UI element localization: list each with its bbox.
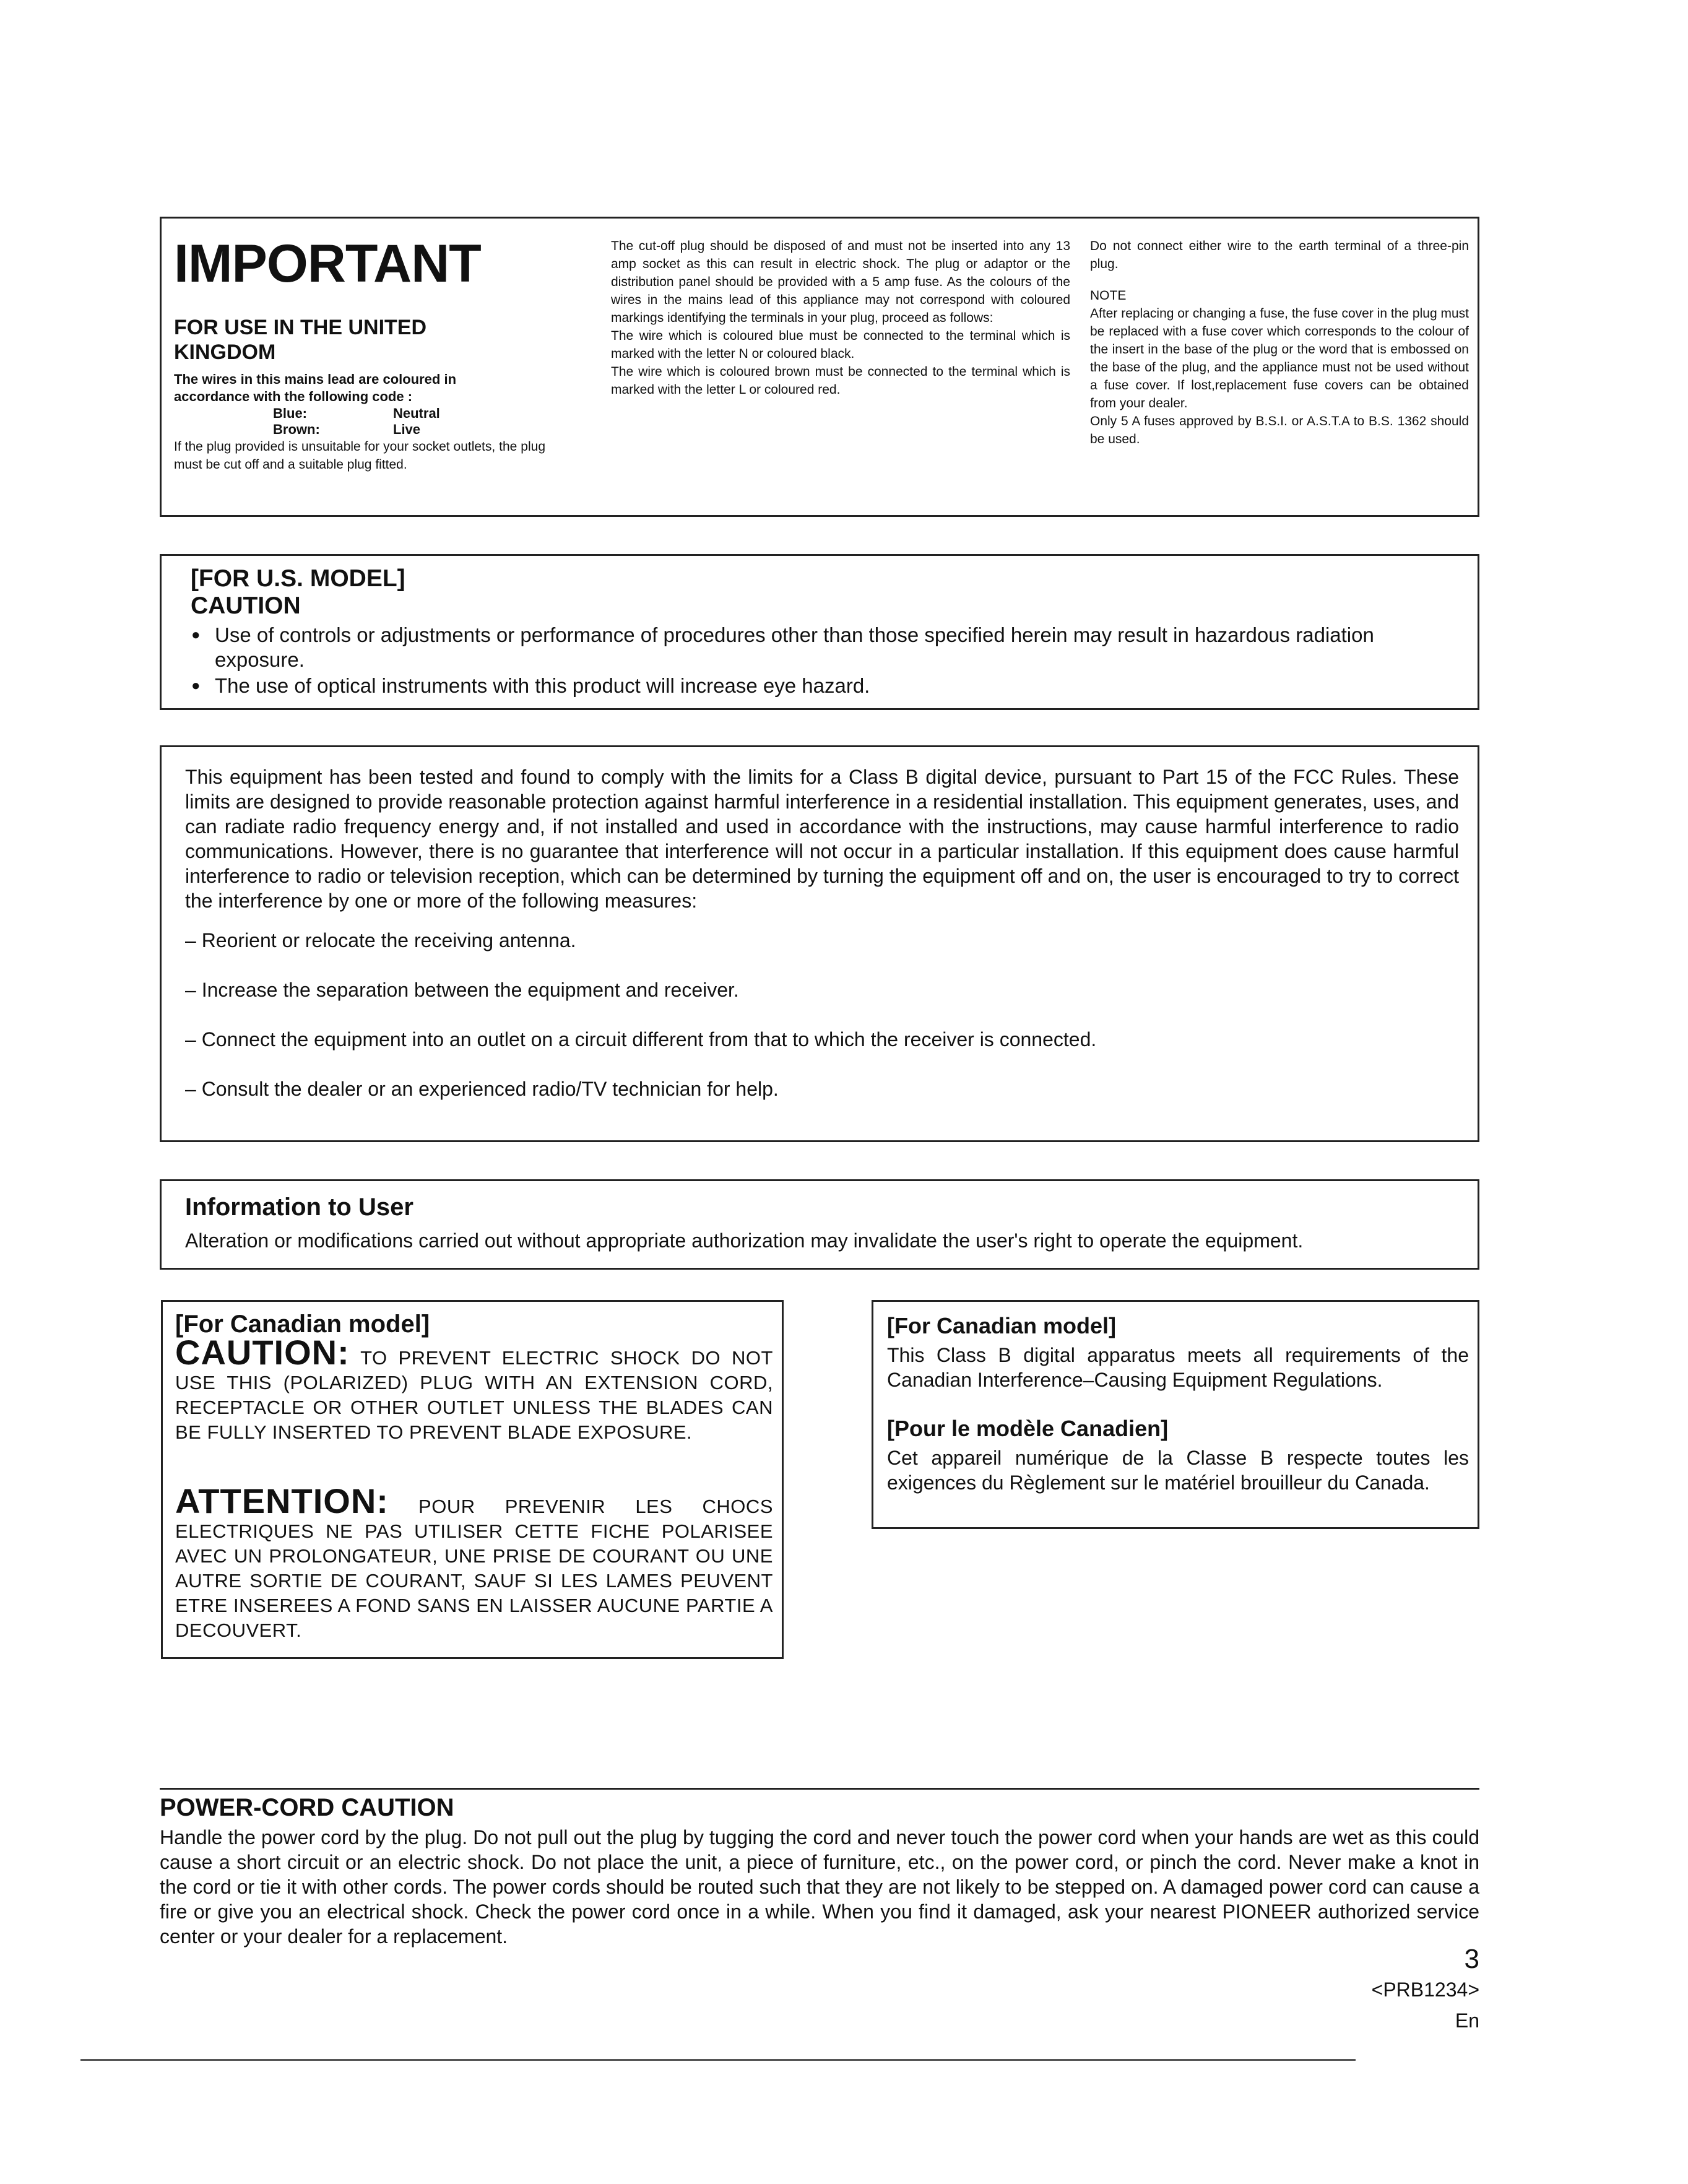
- important-column-1: [174, 234, 651, 474]
- bullet-item: ● The use of optical instruments with this product will increase eye hazard.: [191, 674, 1454, 698]
- important-column-2: [611, 237, 1070, 399]
- wire-colour: Blue:: [273, 405, 307, 421]
- wire-meaning: Live: [393, 422, 421, 437]
- fcc-measure: – Consult the dealer or an experienced radio/TV technician for help.: [185, 1078, 779, 1100]
- caution-bullet-list: [191, 623, 1454, 700]
- plug-unsuitable-text: If the plug provided is unsuitable for your socket outlets, the plug must be cut off and a suitable plug fitted.: [174, 440, 545, 472]
- us-model-caution-box: [160, 554, 1479, 710]
- section-divider: [160, 1788, 1479, 1790]
- important-column-3: [1090, 237, 1469, 448]
- canadian-polarized-plug-box: [161, 1300, 784, 1659]
- fcc-statement-box: [160, 745, 1479, 1142]
- wire-colour: Brown:: [273, 422, 320, 437]
- caution-label: CAUTION:: [175, 1333, 350, 1372]
- canadian-ices-box: [872, 1300, 1479, 1529]
- info-title: Information to User: [185, 1194, 413, 1221]
- wire-code-row: [174, 422, 651, 438]
- fcc-measure: – Connect the equipment into an outlet on a circuit different from that to which the receiver is connected.: [185, 1028, 1097, 1051]
- bullet-item: ● Use of controls or adjustments or performance of procedures other than those specified herein may result in hazardous radiation exposure.: [191, 623, 1454, 672]
- us-model-label: [FOR U.S. MODEL]: [191, 565, 405, 592]
- uk-subheading: FOR USE IN THE UNITED KINGDOM: [174, 316, 427, 364]
- model-code: <PRB1234>: [1371, 1978, 1479, 2001]
- fuse-text: Only 5 A fuses approved by B.S.I. or A.S.T.A to B.S. 1362 should be used.: [1090, 414, 1469, 446]
- wire-code-row: [174, 405, 651, 422]
- brown-wire-text: The wire which is coloured brown must be connected to the terminal which is marked with the letter L or coloured red.: [611, 365, 1070, 397]
- caution-label: CAUTION: [191, 592, 301, 619]
- fcc-measure: – Increase the separation between the equipment and receiver.: [185, 979, 739, 1001]
- note-text: After replacing or changing a fuse, the fuse cover in the plug must be replaced with a fuse cover which corresponds to the colour of the insert in the base of the plug or the word that is embossed on the base of the plug, and the appliance must not be used without a fuse cover. If lost,replacement fuse covers can be obtained from your dealer.: [1090, 306, 1469, 410]
- fcc-text: This equipment has been tested and found to comply with the limits for a Class B digital device, pursuant to Part 15 of the FCC Rules. These limits are designed to provide reasonable protection against harmful interference in a residential installation. This equipment generates, uses, and can radiate radio frequency energy and, if not installed and used in accordance with the instructions, may cause harmful interference to radio communications. However, there is no guarantee that interference will not occur in a particular installation. If this equipment does cause harmful interference to radio or television reception, which can be determined by turning the equipment off and on, the user is encouraged to try to correct the interference by one or more of the following measures:: [185, 766, 1459, 912]
- wire-code-intro: The wires in this mains lead are coloured in accordance with the following code :: [174, 371, 457, 404]
- earth-terminal-text: Do not connect either wire to the earth terminal of a three-pin plug.: [1090, 239, 1469, 271]
- info-text: Alteration or modifications carried out without appropriate authorization may invalidate the user's right to operate the equipment.: [185, 1229, 1304, 1252]
- note-label: NOTE: [1090, 288, 1127, 303]
- blue-wire-text: The wire which is coloured blue must be connected to the terminal which is marked with the letter N or coloured black.: [611, 329, 1070, 361]
- ices-french-text: Cet appareil numérique de la Classe B respecte toutes les exigences du Règlement sur le matériel brouilleur du Canada.: [887, 1447, 1469, 1494]
- caution-text: TO PREVENT ELECTRIC SHOCK DO NOT USE THIS (POLARIZED) PLUG WITH AN EXTENSION CORD, RECEPTACLE OR OTHER OUTLET UNLESS THE BLADES CAN BE FULLY INSERTED TO PREVENT BLADE EXPOSURE.: [175, 1347, 773, 1443]
- language-code: En: [1455, 2009, 1479, 2032]
- wire-meaning: Neutral: [393, 405, 440, 421]
- bottom-divider: [80, 2059, 1356, 2061]
- page-number: 3: [1464, 1944, 1479, 1974]
- canadian-model-title: [For Canadian model]: [887, 1313, 1117, 1338]
- canadian-model-title-french: [Pour le modèle Canadien]: [887, 1416, 1169, 1441]
- ices-english-text: This Class B digital apparatus meets all requirements of the Canadian Interference–Causing Equipment Regulations.: [887, 1344, 1469, 1391]
- attention-text: POUR PREVENIR LES CHOCS ELECTRIQUES NE PAS UTILISER CETTE FICHE POLARISEE AVEC UN PROLONGATEUR, UNE PRISE DE COURANT OU UNE AUTRE SORTIE DE COURANT, SAUF SI LES LAMES PEUVENT ETRE INSEREES A FOND SANS EN LAISSER AUCUNE PARTIE A DECOUVERT.: [175, 1496, 773, 1641]
- caution-paragraph: [175, 1333, 773, 1445]
- fcc-measure: – Reorient or relocate the receiving antenna.: [185, 929, 576, 951]
- power-cord-text: Handle the power cord by the plug. Do not pull out the plug by tugging the cord and never touch the power cord when your hands are wet as this could cause a short circuit or an electric shock. Do not place the unit, a piece of furniture, etc., on the power cord, or pinch the cord. Never make a knot in the cord or tie it with other cords. The power cords should be routed such that they are not likely to be stepped on. A damaged power cord can cause a fire or give you an electrical shock. Check the power cord once in a while. When you find it damaged, ask your nearest PIONEER authorized service center or your dealer for a replacement.: [160, 1826, 1479, 1948]
- important-notice-box: [160, 217, 1479, 517]
- important-heading: IMPORTANT: [174, 234, 481, 293]
- canadian-model-title: [For Canadian model]: [175, 1311, 430, 1338]
- power-cord-title: POWER-CORD CAUTION: [160, 1794, 454, 1821]
- information-to-user-box: [160, 1179, 1479, 1270]
- attention-paragraph: [175, 1481, 773, 1643]
- attention-label: ATTENTION:: [175, 1481, 389, 1520]
- cut-off-plug-text: The cut-off plug should be disposed of and must not be inserted into any 13 amp socket as this can result in electric shock. The plug or adaptor or the distribution panel should be provided with a 5 amp fuse. As the colours of the wires in the mains lead of this appliance may not correspond with coloured markings identifying the terminals in your plug, proceed as follows:: [611, 239, 1070, 325]
